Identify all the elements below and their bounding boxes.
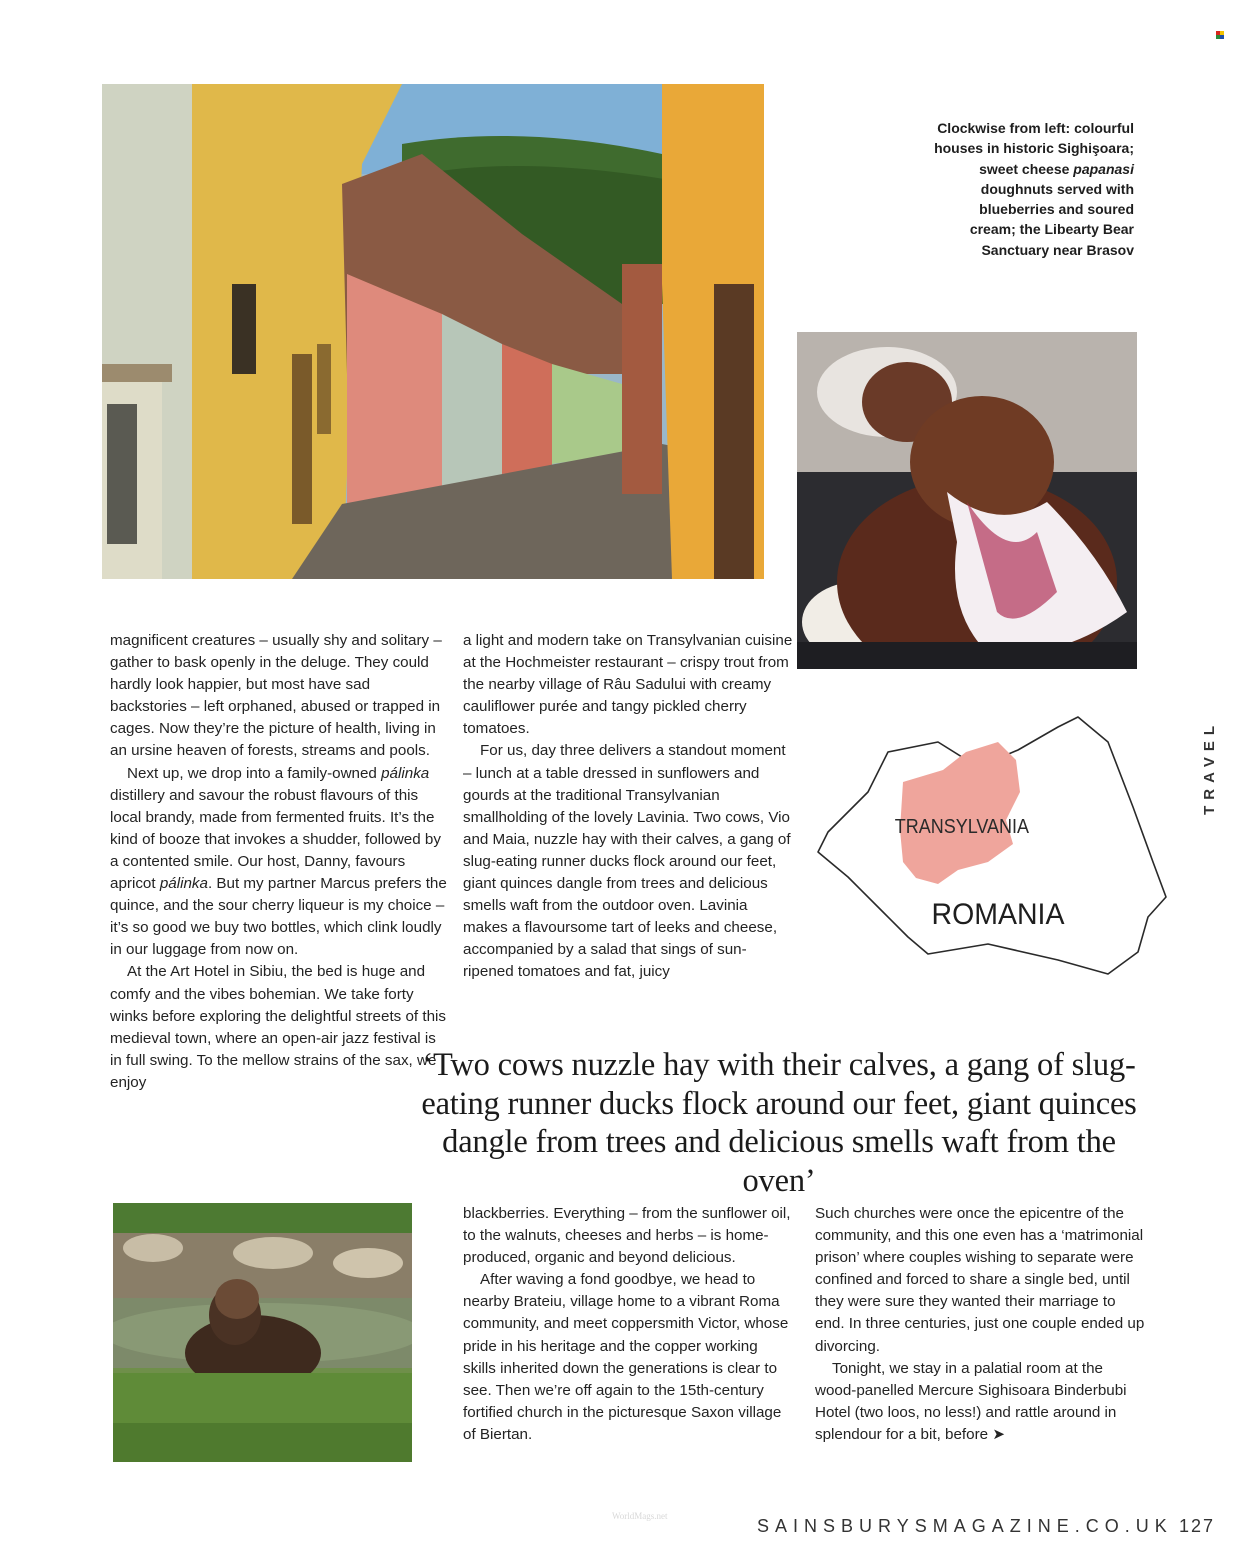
paragraph (110, 763, 450, 962)
paragraph: magnificent creatures – usually shy and solitary – gather to bask openly in the deluge. They could hardly look happier, but most have sad backstories – left orphaned, abused or trapped in cages. Now they’re the picture of health, living in an ursine heaven of forests, streams and pools. (110, 632, 442, 760)
caption-line: blueberries and soured (979, 201, 1134, 218)
caption-line: doughnuts served with (980, 180, 1134, 197)
watermark: WorldMags.net (612, 1511, 668, 1521)
paragraph: At the Art Hotel in Sibiu, the bed is huge and comfy and the vibes bohemian. We take forty winks before exploring the delightful streets of this medieval town, where an open-air jazz festival is in full swing. To the mellow strains of the sax, we enjoy (110, 963, 446, 1091)
paragraph-text: distillery and savour the robust flavours of this local brandy, made from fermented fruits. It’s the kind of booze that invokes a shudder, followed by a contented smile. Our host, Danny, favours apricot (110, 786, 441, 893)
emphasis: pálinka (159, 875, 208, 893)
magazine-url[interactable]: SAINSBURYSMAGAZINE.CO.UK (757, 1516, 1173, 1536)
article-column-4 (815, 1203, 1145, 1446)
paragraph: Such churches were once the epicentre of the community, and this one even has a ‘matrimonial prison’ where couples wishing to separate were confined and forced to share a single bed, until they were sure they wanted their marriage to end. In three centuries, just one couple ended up divorcing. (815, 1205, 1145, 1355)
map-country-label: ROMANIA (931, 898, 1065, 932)
section-tab-travel: TRAVEL (1201, 720, 1218, 815)
bear-sanctuary-photo (113, 1203, 412, 1462)
article-column-1 (110, 630, 450, 1094)
caption-emphasis: papanasi (1073, 160, 1134, 177)
caption-line: Sanctuary near Brasov (981, 241, 1134, 258)
caption-text: sweet cheese (979, 160, 1074, 177)
article-column-3 (463, 1203, 793, 1446)
paragraph-text: Tonight, we stay in a palatial room at the wood-panelled Mercure Sighisoara Binderbubi Hotel (two loos, no less!) and rattle around in splendour for a bit, before (815, 1359, 1127, 1443)
pull-quote: ‘Two cows nuzzle hay with their calves, a gang of slug-eating runner ducks flock around our feet, giant quinces dangle from trees and delicious smells waft from the oven’ (421, 1047, 1137, 1199)
corner-mark (1216, 31, 1225, 39)
paragraph: For us, day three delivers a standout moment – lunch at a table dressed in sunflowers and gourds at the traditional Transylvanian smallholding of the lovely Lavinia. Two cows, Vio and Maia, nuzzle hay with their calves, a gang of slug-eating runner ducks flock around our feet, giant quinces dangle from trees and delicious smells waft from the outdoor oven. Lavinia makes a flavoursome tart of leeks and cheese, accompanied by a salad that sings of sun-ripened tomatoes and fat, juicy (463, 742, 791, 981)
paragraph: After waving a fond goodbye, we head to nearby Brateiu, village home to a vibrant Roma community, and meet coppersmith Victor, whose pride in his heritage and the copper working skills inherited down the generations is clear to see. Then we’re off again to the 15th-century fortified church in the picturesque Saxon village of Biertan. (463, 1271, 789, 1443)
emphasis: pálinka (381, 764, 430, 782)
page-number: 127 (1179, 1516, 1216, 1536)
sighisoara-street-photo (102, 84, 764, 579)
paragraph (815, 1358, 1145, 1446)
caption-line: Clockwise from left: colourful (937, 120, 1134, 136)
photo-caption (905, 118, 1134, 260)
article-column-2 (463, 630, 793, 984)
romania-map (808, 712, 1170, 978)
paragraph-text: Next up, we drop into a family-owned (127, 764, 382, 782)
paragraph: a light and modern take on Transylvanian cuisine at the Hochmeister restaurant – crispy trout from the nearby village of Râu Sadului with creamy cauliflower purée and tangy pickled cherry tomatoes. (463, 632, 793, 738)
caption-line: houses in historic Sighişoara; (934, 140, 1134, 157)
caption-line (905, 159, 1134, 179)
caption-line: cream; the Libearty Bear (969, 221, 1134, 238)
continue-arrow-icon: ➤ (992, 1425, 1005, 1443)
papanasi-photo (797, 332, 1137, 669)
map-region-label: TRANSYLVANIA (894, 816, 1030, 839)
paragraph: blackberries. Everything – from the sunflower oil, to the walnuts, cheeses and herbs – is home-produced, organic and beyond delicious. (463, 1205, 791, 1267)
paragraph-text: . But my partner Marcus prefers the quince, and the sour cherry liqueur is my choice – it’s so good we buy two bottles, which clink loudly in our luggage from now on. (110, 875, 447, 959)
